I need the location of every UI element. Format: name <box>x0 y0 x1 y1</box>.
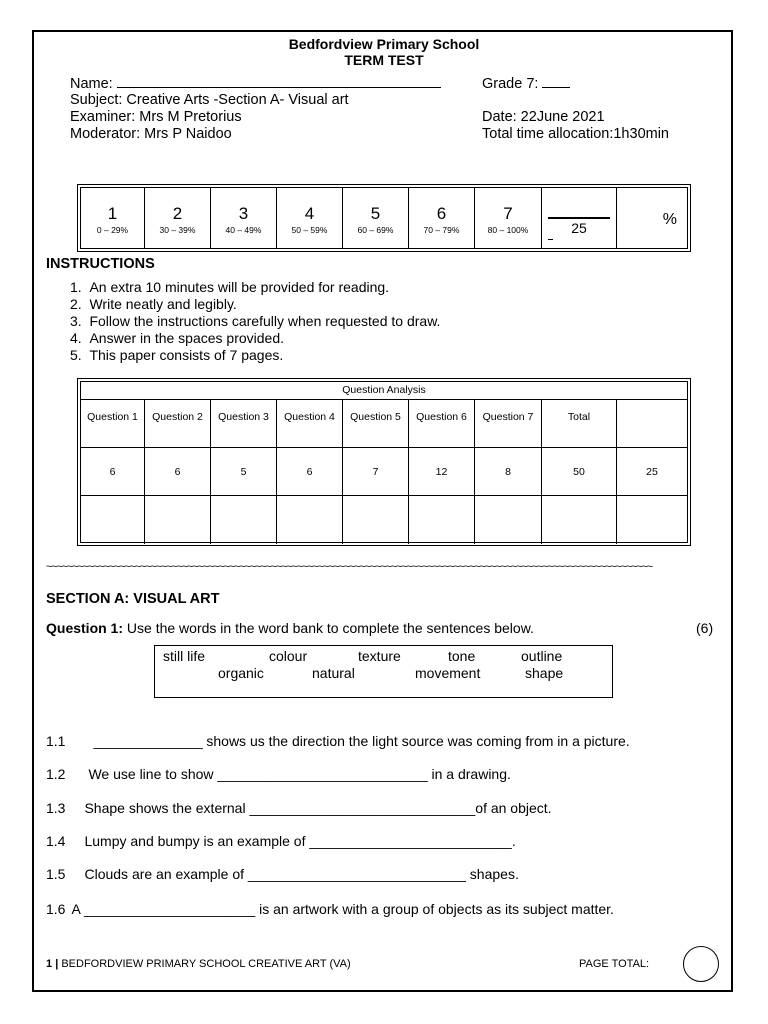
grade-range: 60 – 69% <box>357 225 394 235</box>
word-bank <box>154 645 613 698</box>
analysis-score-cell[interactable] <box>81 496 145 544</box>
school-name: Bedfordview Primary School <box>288 36 480 52</box>
word-bank-item: still life <box>163 648 206 664</box>
analysis-score-cell[interactable] <box>409 496 475 544</box>
name-row <box>70 76 441 92</box>
grade-level: 2 <box>172 204 183 223</box>
analysis-score-cell[interactable] <box>617 496 687 544</box>
question-number: 1.3 <box>46 800 66 816</box>
question-text: A <box>71 901 84 917</box>
grade-row <box>482 76 570 92</box>
question-text: shapes. <box>465 866 519 882</box>
answer-blank[interactable]: ______________________ <box>83 901 256 917</box>
question-text: shows us the direction the light source was coming from in a picture. <box>202 733 630 749</box>
footer-left <box>46 958 351 970</box>
question-item <box>46 800 552 816</box>
grade-cell <box>343 188 409 248</box>
answer-blank[interactable]: ____________________________ <box>247 866 466 882</box>
instruction-item: 2. Write neatly and legibly. <box>70 296 237 312</box>
grade-level: 6 <box>436 204 447 223</box>
question-item <box>46 866 519 882</box>
analysis-header-cell <box>617 400 687 447</box>
instruction-item: 1. An extra 10 minutes will be provided for reading. <box>70 279 390 295</box>
grade-table <box>77 184 691 252</box>
grade-range: 80 – 100% <box>487 225 529 235</box>
score-fraction-cell[interactable] <box>542 188 617 248</box>
question-item <box>46 833 516 849</box>
grade-level: 7 <box>503 204 513 223</box>
answer-blank[interactable]: ______________ <box>93 733 203 749</box>
grade-cell <box>211 188 277 248</box>
footer-separator: | <box>55 958 59 970</box>
grade-cell <box>277 188 343 248</box>
instruction-text: Write neatly and legibly. <box>89 296 237 312</box>
question-text: is an artwork with a group of objects as its subject matter. <box>255 901 614 917</box>
score-denominator: 25 <box>571 220 587 236</box>
page-total-circle[interactable] <box>683 946 719 982</box>
analysis-mark-cell: 7 <box>343 448 409 495</box>
word-bank-item: texture <box>358 648 401 664</box>
analysis-score-cell[interactable] <box>542 496 617 544</box>
grade-range: 50 – 59% <box>291 225 328 235</box>
question-analysis-table <box>77 378 691 546</box>
question-text: . <box>511 833 516 849</box>
name-label: Name: <box>70 76 113 92</box>
tilde-divider: ~~~~~~~~~~~~~~~~~~~~~~~~~~~~~~~~~~~~~~~~~~~~~~~~~~~~~~~~~~~~~~~~~~~~~~~~~~~~~~~~~~~~~~~~~~~~~~~~~~~~~~~~~~~~~~~~~~~~ <box>46 561 652 573</box>
analysis-header-cell: Total <box>542 400 617 447</box>
analysis-score-row <box>81 496 687 544</box>
instruction-item: 3. Follow the instructions carefully when requested to draw. <box>70 313 441 329</box>
word-bank-item: colour <box>269 648 308 664</box>
question-text: Clouds are an example of <box>84 866 248 882</box>
question-number: 1.4 <box>46 833 66 849</box>
question-1-text: Use the words in the word bank to complete the sentences below. <box>123 620 534 636</box>
grade-level: 5 <box>370 204 381 223</box>
grade-cell <box>475 188 542 248</box>
analysis-mark-cell: 6 <box>81 448 145 495</box>
grade-range: 0 – 29% <box>96 225 129 235</box>
examiner-line: Examiner: Mrs M Pretorius <box>70 109 242 125</box>
question-1-label: Question 1: <box>46 620 124 636</box>
analysis-mark-cell: 25 <box>646 466 658 478</box>
question-text: of an object. <box>475 800 552 816</box>
percent-sign: % <box>662 211 677 228</box>
analysis-score-cell[interactable] <box>211 496 277 544</box>
date-line: Date: 22June 2021 <box>482 109 605 125</box>
analysis-marks-row <box>81 448 687 496</box>
grade-label: Grade 7: <box>482 76 539 92</box>
grade-range: 40 – 49% <box>225 225 262 235</box>
analysis-score-cell[interactable] <box>343 496 409 544</box>
analysis-mark-cell: 50 <box>542 448 617 495</box>
answer-blank[interactable]: __________________________ <box>309 833 512 849</box>
word-bank-item: organic <box>218 665 264 681</box>
instruction-text: Answer in the spaces provided. <box>89 330 285 346</box>
question-analysis-title: Question Analysis <box>81 382 687 400</box>
analysis-header-cell: Question 1 <box>81 400 145 447</box>
word-bank-item: tone <box>448 648 476 664</box>
instruction-text: An extra 10 minutes will be provided for reading. <box>89 279 390 295</box>
subject-line: Subject: Creative Arts -Section A- Visual art <box>70 92 349 108</box>
analysis-score-cell[interactable] <box>475 496 542 544</box>
grade-level: 4 <box>304 204 315 223</box>
analysis-header-cell: Question 5 <box>343 400 409 447</box>
grade-level: 3 <box>238 204 249 223</box>
grade-cell <box>81 188 145 248</box>
analysis-mark-cell: 6 <box>277 448 343 495</box>
page-number: 1 <box>46 958 53 970</box>
analysis-score-cell[interactable] <box>277 496 343 544</box>
name-field[interactable] <box>117 87 441 88</box>
analysis-mark-cell: 6 <box>145 448 211 495</box>
instruction-item: 4. Answer in the spaces provided. <box>70 330 285 346</box>
score-numerator-line <box>548 217 610 219</box>
grade-range: 70 – 79% <box>423 225 460 235</box>
instruction-text: This paper consists of 7 pages. <box>89 347 284 363</box>
question-item <box>46 901 614 917</box>
grade-cell <box>145 188 211 248</box>
instruction-item: 5. This paper consists of 7 pages. <box>70 347 284 363</box>
word-bank-item: movement <box>415 665 481 681</box>
moderator-line: Moderator: Mrs P Naidoo <box>70 126 232 142</box>
fraction-dash <box>548 239 553 240</box>
question-number: 1.1 <box>46 733 66 749</box>
analysis-header-row <box>81 400 687 448</box>
question-number: 1.2 <box>46 766 66 782</box>
question-text: Shape shows the external <box>84 800 250 816</box>
footer-text: BEDFORDVIEW PRIMARY SCHOOL CREATIVE ART (VA) <box>61 958 351 970</box>
analysis-mark-cell: 8 <box>475 448 542 495</box>
question-number: 1.5 <box>46 866 66 882</box>
percent-cell[interactable] <box>617 188 687 248</box>
analysis-header-cell: Question 3 <box>211 400 277 447</box>
grade-cell <box>409 188 475 248</box>
question-item <box>46 766 511 782</box>
time-line: Total time allocation:1h30min <box>482 126 669 142</box>
question-1-marks: (6) <box>696 620 714 636</box>
analysis-header-cell: Question 2 <box>145 400 211 447</box>
answer-blank[interactable]: ___________________________ <box>217 766 428 782</box>
word-bank-item: natural <box>312 665 355 681</box>
grade-range: 30 – 39% <box>159 225 196 235</box>
analysis-header-cell: Question 6 <box>409 400 475 447</box>
analysis-mark-cell: 5 <box>211 448 277 495</box>
question-item <box>46 733 630 749</box>
section-heading: SECTION A: VISUAL ART <box>46 591 220 607</box>
instruction-text: Follow the instructions carefully when requested to draw. <box>89 313 441 329</box>
analysis-mark-cell: 12 <box>409 448 475 495</box>
instructions-heading: INSTRUCTIONS <box>46 256 155 272</box>
question-text: Lumpy and bumpy is an example of <box>84 833 310 849</box>
question-text: in a drawing. <box>427 766 511 782</box>
question-1-prompt <box>46 620 534 636</box>
test-title: TERM TEST <box>344 52 424 68</box>
grade-field[interactable] <box>542 87 570 88</box>
analysis-header-cell: Question 4 <box>277 400 343 447</box>
grade-level: 1 <box>107 204 118 223</box>
word-bank-item: shape <box>525 665 564 681</box>
question-text: We use line to show <box>88 766 218 782</box>
page-total-label: PAGE TOTAL: <box>579 958 650 970</box>
analysis-header-cell: Question 7 <box>475 400 542 447</box>
word-bank-item: outline <box>521 648 563 664</box>
question-number: 1.6 <box>46 901 66 917</box>
answer-blank[interactable]: _____________________________ <box>249 800 476 816</box>
analysis-score-cell[interactable] <box>145 496 211 544</box>
